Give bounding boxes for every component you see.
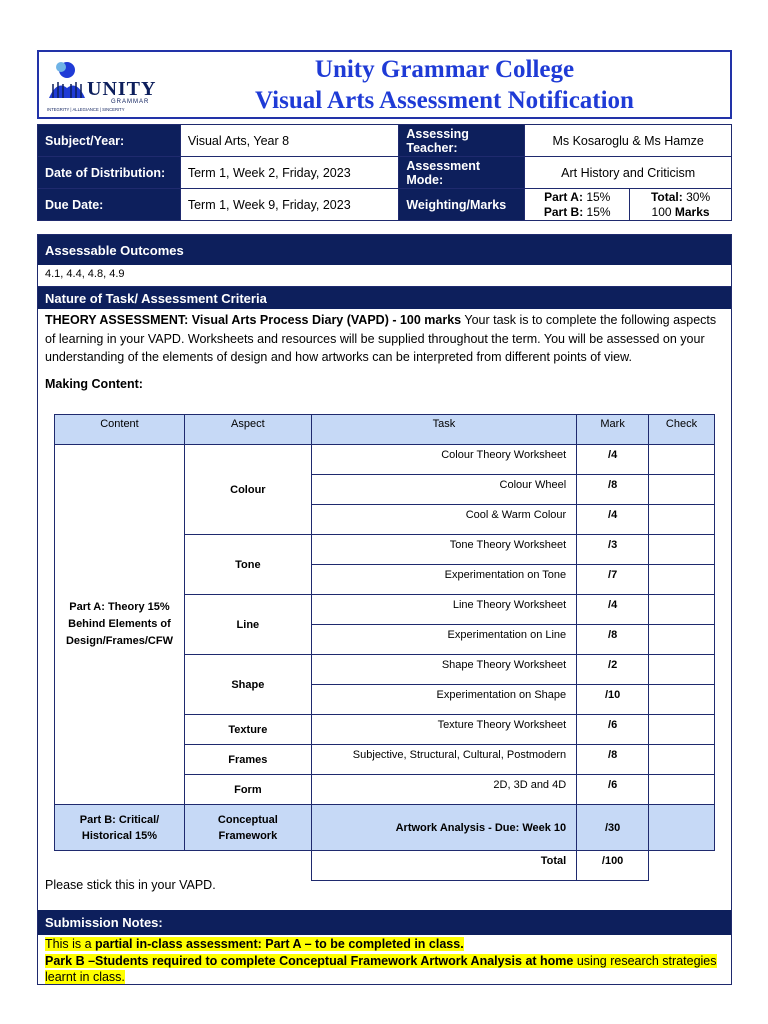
marks-label: Marks — [674, 204, 710, 219]
check-cell[interactable] — [649, 685, 715, 715]
check-cell[interactable] — [649, 595, 715, 625]
blank-cell — [184, 851, 311, 881]
task-description — [38, 309, 731, 367]
task-cell: Tone Theory Worksheet — [311, 535, 576, 565]
aspect-conceptual-framework: Conceptual Framework — [184, 805, 311, 851]
task-cell: Experimentation on Shape — [311, 685, 576, 715]
check-cell[interactable] — [649, 475, 715, 505]
task-intro: THEORY ASSESSMENT: Visual Arts Process Diary (VAPD) - 100 marks — [45, 313, 462, 327]
check-cell[interactable] — [649, 565, 715, 595]
teacher-value: Ms Kosaroglu & Ms Hamze — [525, 125, 732, 157]
aspect-form: Form — [184, 775, 311, 805]
col-header-task: Task — [311, 415, 576, 445]
mark-cell: /4 — [577, 445, 649, 475]
subject-label: Subject/Year: — [38, 125, 181, 157]
submission-notes — [45, 936, 725, 986]
col-header-check: Check — [649, 415, 715, 445]
mark-cell: /4 — [577, 505, 649, 535]
marks-value: 100 — [651, 204, 672, 219]
mark-cell: /4 — [577, 595, 649, 625]
due-label: Due Date: — [38, 189, 181, 221]
marks-table — [54, 414, 715, 881]
subject-value: Visual Arts, Year 8 — [180, 125, 399, 157]
check-cell[interactable] — [649, 655, 715, 685]
task-body: Your task is to complete the following aspects of learning in your VAPD. Worksheets and resources will be supplied throughout the term. You will be assessed on your understanding of the elements of design and how artworks can be interpreted from different points of view. — [45, 313, 717, 364]
assessment-body — [37, 234, 732, 985]
mode-value: Art History and Criticism — [525, 157, 732, 189]
check-cell[interactable] — [649, 805, 715, 851]
part-a-content: Part A: Theory 15% Behind Elements of Design/Frames/CFW — [55, 445, 185, 805]
aspect-frames: Frames — [184, 745, 311, 775]
aspect-texture: Texture — [184, 715, 311, 745]
teacher-label: Assessing Teacher: — [399, 125, 525, 157]
mark-cell: /30 — [577, 805, 649, 851]
task-cell: Artwork Analysis - Due: Week 10 — [311, 805, 576, 851]
blank-cell — [649, 851, 715, 881]
info-table — [37, 124, 732, 221]
task-cell: Experimentation on Line — [311, 625, 576, 655]
part-b-content: Part B: Critical/ Historical 15% — [55, 805, 185, 851]
task-cell: Shape Theory Worksheet — [311, 655, 576, 685]
header-banner — [37, 50, 732, 119]
aspect-colour: Colour — [184, 445, 311, 535]
total-value: 30% — [686, 189, 711, 204]
check-cell[interactable] — [649, 535, 715, 565]
notification-title: Visual Arts Assessment Notification — [255, 87, 634, 114]
mark-cell: /6 — [577, 775, 649, 805]
table-row — [55, 445, 715, 475]
aspect-tone: Tone — [184, 535, 311, 595]
outcomes-value: 4.1, 4.4, 4.8, 4.9 — [38, 265, 731, 287]
task-cell: Line Theory Worksheet — [311, 595, 576, 625]
part-a-label: Part A: — [544, 189, 583, 204]
total-weights — [630, 189, 732, 221]
task-cell: Subjective, Structural, Cultural, Postmodern — [311, 745, 576, 775]
task-cell: Texture Theory Worksheet — [311, 715, 576, 745]
mark-cell: /7 — [577, 565, 649, 595]
mark-cell: /2 — [577, 655, 649, 685]
col-header-aspect: Aspect — [184, 415, 311, 445]
check-cell[interactable] — [649, 445, 715, 475]
task-cell: 2D, 3D and 4D — [311, 775, 576, 805]
mark-cell: /8 — [577, 745, 649, 775]
logo-motto: INTEGRITY | ALLEGIANCE | SINCERITY — [47, 107, 125, 112]
mode-label: Assessment Mode: — [399, 157, 525, 189]
check-cell[interactable] — [649, 505, 715, 535]
part-b-label: Part B: — [543, 204, 584, 219]
part-weights — [525, 189, 630, 221]
outcomes-heading: Assessable Outcomes — [38, 235, 731, 265]
logo-subtext: GRAMMAR — [111, 99, 150, 105]
part-a-value: 15% — [586, 189, 611, 204]
school-logo — [45, 58, 163, 114]
col-header-mark: Mark — [577, 415, 649, 445]
distribution-label: Date of Distribution: — [38, 157, 181, 189]
blank-cell — [55, 851, 185, 881]
task-cell: Colour Theory Worksheet — [311, 445, 576, 475]
aspect-shape: Shape — [184, 655, 311, 715]
table-row — [55, 805, 715, 851]
part-b-value: 15% — [586, 204, 611, 219]
submission-heading: Submission Notes: — [38, 910, 731, 935]
check-cell[interactable] — [649, 775, 715, 805]
due-value: Term 1, Week 9, Friday, 2023 — [180, 189, 399, 221]
note-line1-bold: partial in-class assessment: Part A – to be completed in class. — [95, 937, 464, 951]
note-line2-rest: using research strategies learnt in class. — [45, 953, 717, 984]
task-cell: Cool & Warm Colour — [311, 505, 576, 535]
mark-cell: /6 — [577, 715, 649, 745]
college-title: Unity Grammar College — [314, 56, 575, 83]
task-cell: Colour Wheel — [311, 475, 576, 505]
check-cell[interactable] — [649, 745, 715, 775]
total-label: Total: — [650, 189, 683, 204]
making-content-label: Making Content: — [45, 376, 143, 391]
logo-wordmark: UNITY — [87, 78, 157, 100]
stick-note: Please stick this in your VAPD. — [45, 878, 216, 892]
mark-cell: /8 — [577, 625, 649, 655]
total-mark-cell: /100 — [577, 851, 649, 881]
check-cell[interactable] — [649, 715, 715, 745]
weighting-label: Weighting/Marks — [399, 189, 525, 221]
total-label-cell: Total — [311, 851, 576, 881]
aspect-line: Line — [184, 595, 311, 655]
mark-cell: /10 — [577, 685, 649, 715]
task-cell: Experimentation on Tone — [311, 565, 576, 595]
nature-heading: Nature of Task/ Assessment Criteria — [38, 287, 731, 309]
mark-cell: /8 — [577, 475, 649, 505]
note-line2-bold: Park B –Students required to complete Conceptual Framework Artwork Analysis at home — [45, 953, 574, 968]
note-line1-pre: This is a — [45, 937, 96, 951]
total-row — [55, 851, 715, 881]
col-header-content: Content — [55, 415, 185, 445]
distribution-value: Term 1, Week 2, Friday, 2023 — [180, 157, 399, 189]
check-cell[interactable] — [649, 625, 715, 655]
mark-cell: /3 — [577, 535, 649, 565]
